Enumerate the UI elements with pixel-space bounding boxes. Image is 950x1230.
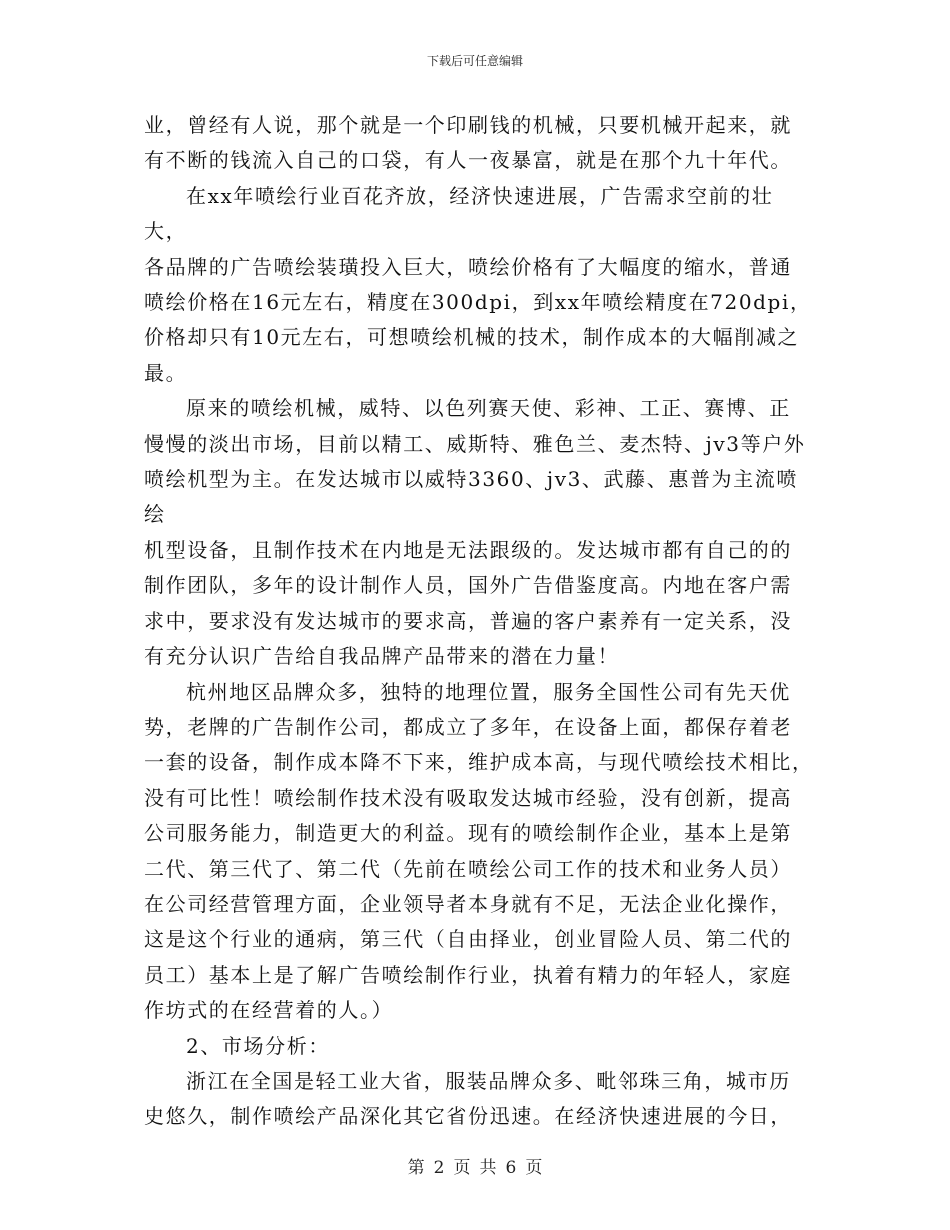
paragraph-line: 在公司经营管理方面，企业领导者本身就有不足，无法企业化操作， <box>144 891 792 916</box>
paragraph-line: 杭州地区品牌众多，独特的地理位置，服务全国性公司有先天优 <box>186 679 791 704</box>
paragraph-line: 原来的喷绘机械，威特、以色列赛天使、彩神、工正、赛博、正 <box>186 396 791 421</box>
paragraph-line: 机型设备，且制作技术在内地是无法跟级的。发达城市都有自己的的 <box>144 537 792 562</box>
paragraph-line: 没有可比性！喷绘制作技术没有吸取发达城市经验，没有创新，提高 <box>144 785 792 810</box>
page-header: 下载后可任意编辑 <box>426 54 523 68</box>
paragraph-line: 最。 <box>144 360 188 385</box>
footer-prefix: 第 <box>407 1158 425 1178</box>
total-pages-number: 6 <box>505 1158 517 1178</box>
paragraph-line: 二代、第三代了、第二代（先前在喷绘公司工作的技术和业务人员） <box>144 856 792 881</box>
footer-page-word: 页 <box>453 1158 471 1178</box>
paragraph-line: 有充分认识广告给自我品牌产品带来的潜在力量！ <box>144 644 620 669</box>
paragraph-line: 浙江在全国是轻工业大省，服装品牌众多、毗邻珠三角，城市历 <box>186 1068 791 1093</box>
footer-suffix: 页 <box>525 1158 543 1178</box>
paragraph-line: 业，曾经有人说，那个就是一个印刷钱的机械，只要机械开起来，就 <box>144 113 792 137</box>
paragraph-line: 制作团队，多年的设计制作人员，国外广告借鉴度高。内地在客户需 <box>144 573 792 598</box>
paragraph-line: 在xx年喷绘行业百花齐放，经济快速进展，广告需求空前的壮大， <box>144 183 774 244</box>
paragraph-line: 喷绘机型为主。在发达城市以威特3360、jv3、武藤、惠普为主流喷绘 <box>144 467 798 527</box>
footer-total-word: 共 <box>479 1158 497 1178</box>
paragraph-line: 各品牌的广告喷绘装璜投入巨大，喷绘价格有了大幅度的缩水，普通 <box>144 254 792 279</box>
paragraph-line: 有不断的钱流入自己的口袋，有人一夜暴富，就是在那个九十年代。 <box>144 148 792 173</box>
paragraph-line: 公司服务能力，制造更大的利益。现有的喷绘制作企业，基本上是第 <box>144 821 792 846</box>
paragraph-line: 这是这个行业的通病，第三代（自由择业，创业冒险人员、第二代的 <box>144 927 792 952</box>
page-footer <box>0 1153 950 1178</box>
paragraph-line: 喷绘价格在16元左右，精度在300dpi，到xx年喷绘精度在720dpi， <box>144 290 812 315</box>
paragraph-line: 2、市场分析： <box>186 1033 330 1058</box>
document-body <box>144 108 816 1135</box>
current-page-number: 2 <box>433 1158 445 1178</box>
paragraph-line: 作坊式的在经营着的人。） <box>144 998 394 1023</box>
paragraph-line: 史悠久，制作喷绘产品深化其它省份迅速。在经济快速进展的今日， <box>144 1104 792 1129</box>
paragraph-line: 慢慢的淡出市场，目前以精工、威斯特、雅色兰、麦杰特、jv3等户外 <box>144 431 806 456</box>
paragraph-line: 势，老牌的广告制作公司，都成立了多年，在设备上面，都保存着老 <box>144 714 792 739</box>
paragraph-line: 求中，要求没有发达城市的要求高，普遍的客户素养有一定关系，没 <box>144 608 792 633</box>
paragraph-line: 员工）基本上是了解广告喷绘制作行业，执着有精力的年轻人，家庭 <box>144 962 792 987</box>
paragraph-line: 价格却只有10元左右，可想喷绘机械的技术，制作成本的大幅削减之 <box>144 325 800 350</box>
paragraph-line: 一套的设备，制作成本降不下来，维护成本高，与现代喷绘技术相比， <box>144 750 814 775</box>
